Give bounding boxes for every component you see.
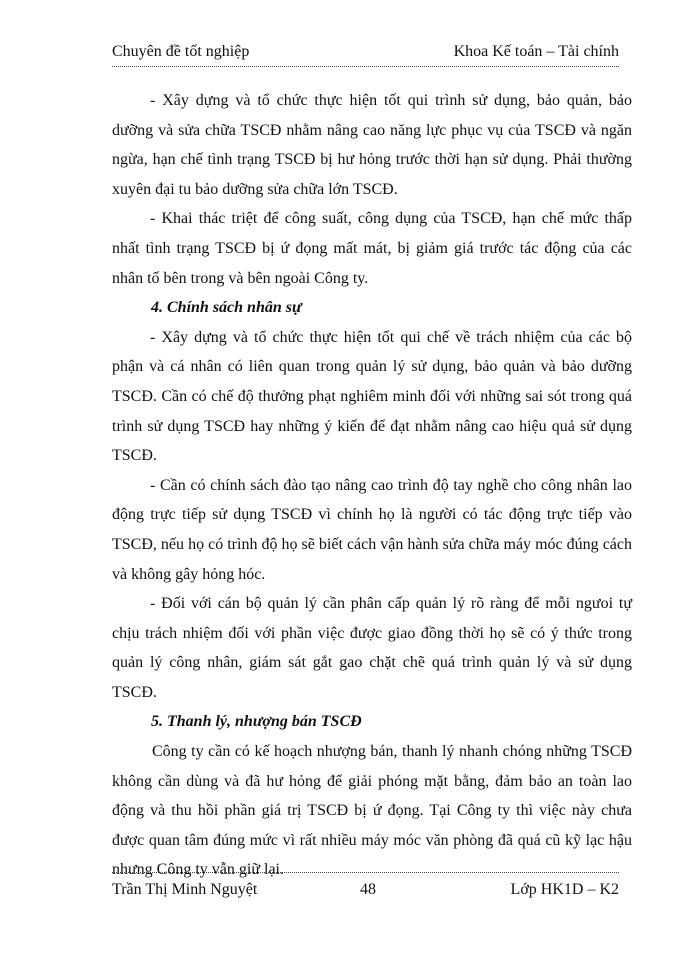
paragraph-training: - Cần có chính sách đào tạo nâng cao trình độ tay nghề cho công nhân lao động trực tiếp sử dụng TSCĐ vì chính họ là người có tác động trực tiếp vào TSCĐ, nếu họ có trình độ họ sẽ biết cách vận hành sửa chữa máy móc đúng cách và không gây hỏng hóc.: [112, 476, 632, 583]
header-divider: [112, 66, 619, 67]
footer-author: Trần Thị Minh Nguyệt: [112, 881, 258, 898]
section-heading-liquidation: 5. Thanh lý, nhượng bán TSCĐ: [151, 713, 362, 731]
paragraph-responsibility: - Xây dựng và tổ chức thực hiện tốt qui chế về trách nhiệm của các bộ phận và cá nhân có liên quan trong quản lý sử dụng, bảo quản và bảo dưỡng TSCĐ. Cần có chế độ thưởng phạt nghiêm minh đối với những sai sót trong quá trình sử dụng TSCĐ hay những ý kiến để đạt nhằm nâng cao hiệu quả sử dụng TSCĐ.: [112, 328, 632, 465]
paragraph-management: - Đối với cán bộ quản lý cần phân cấp quản lý rõ ràng để mỗi ngưoi tự chịu trách nhiệm đối với phần việc được giao đồng thời họ sẽ có ý thức trong quản lý công nhân, giám sát gắt gao chặt chẽ quá trình quản lý và sử dụng TSCĐ.: [112, 595, 632, 701]
paragraph-maintenance: - Xây dựng và tổ chức thực hiện tốt qui trình sử dụng, bảo quản, bảo dưỡng và sửa chữa TSCĐ nhằm nâng cao năng lực phục vụ của TSCĐ và ngăn ngừa, hạn chế tình trạng TSCĐ bị hư hỏng trước thời hạn sử dụng. Phải thường xuyên đại tu bảo dưỡng sửa chữa lớn TSCĐ.: [112, 92, 632, 198]
header-department: Khoa Kế toán – Tài chính: [453, 43, 619, 60]
paragraph-capacity: - Khai thác triệt để công suất, công dụng của TSCĐ, hạn chế mức thấp nhất tình trạng TSCĐ bị ứ đọng mất mát, bị giảm giá trước tác động của các nhân tố bên trong và bên ngoài Công ty.: [112, 210, 632, 287]
page-number: 48: [360, 881, 376, 898]
document-body: [112, 86, 632, 885]
paragraph-liquidation: Công ty cần có kế hoạch nhượng bán, thanh lý nhanh chóng những TSCĐ không cần dùng và đã hư hỏng để giải phóng mặt bằng, đảm bảo an toàn lao động và thu hồi phần giá trị TSCĐ bị ứ đọng. Tại Công ty thì việc này chưa được quan tâm đúng mức vì rất nhiều máy móc văn phòng đã quá cũ kỹ lạc hậu nhưng Công ty vẫn giữ lại.: [112, 743, 632, 879]
section-heading-personnel: 4. Chính sách nhân sự: [151, 299, 302, 317]
footer-class: Lớp HK1D – K2: [510, 881, 619, 898]
footer-divider: [112, 872, 619, 873]
header-title: Chuyên đề tốt nghiệp: [112, 43, 250, 60]
